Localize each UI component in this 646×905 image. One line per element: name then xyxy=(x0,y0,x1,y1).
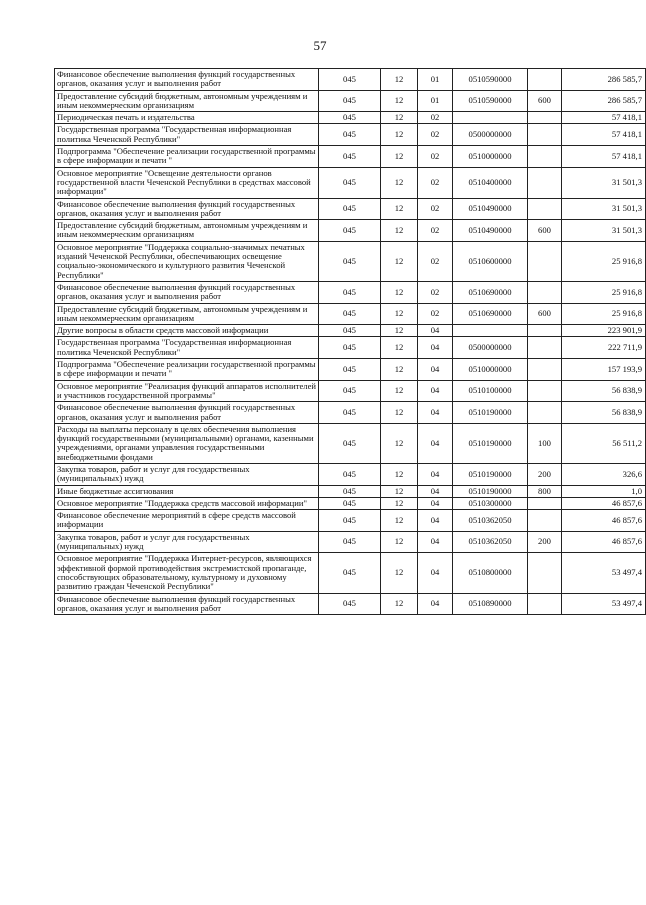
expense-name-cell: Основное мероприятие "Поддержка средств массовой информации" xyxy=(55,497,319,509)
expense-type-cell xyxy=(528,593,562,615)
table-row xyxy=(55,124,646,146)
section-code-cell: 12 xyxy=(381,485,418,497)
subsection-code-cell: 04 xyxy=(418,325,453,337)
amount-cell: 286 585,7 xyxy=(562,90,646,112)
target-article-cell: 0510300000 xyxy=(453,497,528,509)
expense-name-cell: Предоставление субсидий бюджетным, автономным учреждениям и иным некоммерческим организациям xyxy=(55,220,319,242)
subsection-code-cell: 04 xyxy=(418,402,453,424)
subsection-code-cell: 02 xyxy=(418,146,453,168)
amount-cell: 286 585,7 xyxy=(562,69,646,91)
expense-type-cell: 600 xyxy=(528,303,562,325)
subsection-code-cell: 02 xyxy=(418,281,453,303)
target-article-cell: 0510600000 xyxy=(453,241,528,281)
department-code-cell: 045 xyxy=(319,402,381,424)
subsection-code-cell: 04 xyxy=(418,359,453,381)
amount-cell: 25 916,8 xyxy=(562,281,646,303)
expense-type-cell: 600 xyxy=(528,90,562,112)
target-article-cell: 0510690000 xyxy=(453,281,528,303)
table-row xyxy=(55,531,646,553)
expense-type-cell xyxy=(528,112,562,124)
department-code-cell: 045 xyxy=(319,359,381,381)
table-row xyxy=(55,497,646,509)
section-code-cell: 12 xyxy=(381,124,418,146)
target-article-cell: 0510590000 xyxy=(453,69,528,91)
expense-type-cell xyxy=(528,553,562,593)
subsection-code-cell: 04 xyxy=(418,510,453,532)
amount-cell: 25 916,8 xyxy=(562,303,646,325)
expense-type-cell xyxy=(528,281,562,303)
subsection-code-cell: 04 xyxy=(418,553,453,593)
expense-name-cell: Подпрограмма "Обеспечение реализации государственной программы в сфере информации и печати " xyxy=(55,359,319,381)
expense-type-cell xyxy=(528,510,562,532)
department-code-cell: 045 xyxy=(319,220,381,242)
subsection-code-cell: 02 xyxy=(418,167,453,198)
department-code-cell: 045 xyxy=(319,198,381,220)
amount-cell: 31 501,3 xyxy=(562,198,646,220)
amount-cell: 223 901,9 xyxy=(562,325,646,337)
department-code-cell: 045 xyxy=(319,510,381,532)
table-row xyxy=(55,463,646,485)
expense-name-cell: Предоставление субсидий бюджетным, автономным учреждениям и иным некоммерческим организациям xyxy=(55,303,319,325)
subsection-code-cell: 04 xyxy=(418,485,453,497)
expense-name-cell: Предоставление субсидий бюджетным, автономным учреждениям и иным некоммерческим организациям xyxy=(55,90,319,112)
section-code-cell: 12 xyxy=(381,281,418,303)
section-code-cell: 12 xyxy=(381,497,418,509)
table-row xyxy=(55,337,646,359)
department-code-cell: 045 xyxy=(319,146,381,168)
expense-name-cell: Подпрограмма "Обеспечение реализации государственной программы в сфере информации и печати " xyxy=(55,146,319,168)
expense-name-cell: Финансовое обеспечение выполнения функций государственных органов, оказания услуг и выполнения работ xyxy=(55,69,319,91)
section-code-cell: 12 xyxy=(381,510,418,532)
target-article-cell: 0510800000 xyxy=(453,553,528,593)
amount-cell: 56 838,9 xyxy=(562,402,646,424)
expense-type-cell: 800 xyxy=(528,485,562,497)
target-article-cell: 0510690000 xyxy=(453,303,528,325)
expense-type-cell: 600 xyxy=(528,220,562,242)
table-row xyxy=(55,198,646,220)
section-code-cell: 12 xyxy=(381,241,418,281)
amount-cell: 31 501,3 xyxy=(562,220,646,242)
table-row xyxy=(55,90,646,112)
section-code-cell: 12 xyxy=(381,220,418,242)
department-code-cell: 045 xyxy=(319,90,381,112)
expense-name-cell: Закупка товаров, работ и услуг для государственных (муниципальных) нужд xyxy=(55,463,319,485)
expense-name-cell: Государственная программа "Государственная информационная политика Чеченской Республики" xyxy=(55,124,319,146)
department-code-cell: 045 xyxy=(319,497,381,509)
subsection-code-cell: 01 xyxy=(418,69,453,91)
table-row xyxy=(55,593,646,615)
target-article-cell: 0510000000 xyxy=(453,146,528,168)
table-body xyxy=(55,69,646,615)
department-code-cell: 045 xyxy=(319,531,381,553)
amount-cell: 57 418,1 xyxy=(562,146,646,168)
amount-cell: 1,0 xyxy=(562,485,646,497)
table-row xyxy=(55,167,646,198)
target-article-cell: 0510590000 xyxy=(453,90,528,112)
subsection-code-cell: 02 xyxy=(418,124,453,146)
expense-type-cell xyxy=(528,146,562,168)
subsection-code-cell: 04 xyxy=(418,531,453,553)
expense-type-cell: 100 xyxy=(528,423,562,463)
subsection-code-cell: 02 xyxy=(418,241,453,281)
expense-name-cell: Закупка товаров, работ и услуг для государственных (муниципальных) нужд xyxy=(55,531,319,553)
target-article-cell: 0500000000 xyxy=(453,337,528,359)
table-row xyxy=(55,553,646,593)
expense-type-cell xyxy=(528,69,562,91)
target-article-cell: 0510400000 xyxy=(453,167,528,198)
table-row xyxy=(55,241,646,281)
subsection-code-cell: 02 xyxy=(418,198,453,220)
subsection-code-cell: 02 xyxy=(418,303,453,325)
table-row xyxy=(55,146,646,168)
expense-name-cell: Периодическая печать и издательства xyxy=(55,112,319,124)
amount-cell: 46 857,6 xyxy=(562,497,646,509)
expense-type-cell xyxy=(528,497,562,509)
expense-name-cell: Финансовое обеспечение выполнения функций государственных органов, оказания услуг и выполнения работ xyxy=(55,281,319,303)
expense-type-cell xyxy=(528,380,562,402)
expense-type-cell xyxy=(528,359,562,381)
target-article-cell: 0510890000 xyxy=(453,593,528,615)
department-code-cell: 045 xyxy=(319,69,381,91)
expense-name-cell: Финансовое обеспечение выполнения функций государственных органов, оказания услуг и выполнения работ xyxy=(55,402,319,424)
expense-type-cell xyxy=(528,124,562,146)
expense-type-cell xyxy=(528,241,562,281)
amount-cell: 46 857,6 xyxy=(562,531,646,553)
expense-type-cell xyxy=(528,198,562,220)
table-row xyxy=(55,281,646,303)
subsection-code-cell: 04 xyxy=(418,463,453,485)
subsection-code-cell: 02 xyxy=(418,220,453,242)
subsection-code-cell: 04 xyxy=(418,380,453,402)
expense-type-cell xyxy=(528,167,562,198)
expense-name-cell: Финансовое обеспечение выполнения функций государственных органов, оказания услуг и выполнения работ xyxy=(55,198,319,220)
department-code-cell: 045 xyxy=(319,281,381,303)
target-article-cell: 0510490000 xyxy=(453,198,528,220)
department-code-cell: 045 xyxy=(319,325,381,337)
expense-type-cell: 200 xyxy=(528,463,562,485)
target-article-cell: 0510190000 xyxy=(453,402,528,424)
table-row xyxy=(55,69,646,91)
expense-name-cell: Основное мероприятие "Реализация функций аппаратов исполнителей и участников государственной программы" xyxy=(55,380,319,402)
department-code-cell: 045 xyxy=(319,241,381,281)
target-article-cell: 0510190000 xyxy=(453,463,528,485)
table-row xyxy=(55,220,646,242)
amount-cell: 31 501,3 xyxy=(562,167,646,198)
expense-name-cell: Основное мероприятие "Поддержка социально-значимых печатных изданий Чеченской Республики, обеспечивающих освещение социально-экономического и культурного развития Чеченской Республики" xyxy=(55,241,319,281)
department-code-cell: 045 xyxy=(319,167,381,198)
expense-name-cell: Финансовое обеспечение мероприятий в сфере средств массовой информации xyxy=(55,510,319,532)
section-code-cell: 12 xyxy=(381,69,418,91)
target-article-cell: 0510490000 xyxy=(453,220,528,242)
department-code-cell: 045 xyxy=(319,303,381,325)
target-article-cell: 0510100000 xyxy=(453,380,528,402)
section-code-cell: 12 xyxy=(381,463,418,485)
target-article-cell: 0510190000 xyxy=(453,423,528,463)
page-number: 57 xyxy=(313,38,327,53)
section-code-cell: 12 xyxy=(381,402,418,424)
amount-cell: 53 497,4 xyxy=(562,593,646,615)
section-code-cell: 12 xyxy=(381,198,418,220)
department-code-cell: 045 xyxy=(319,553,381,593)
section-code-cell: 12 xyxy=(381,146,418,168)
table-row xyxy=(55,485,646,497)
subsection-code-cell: 01 xyxy=(418,90,453,112)
section-code-cell: 12 xyxy=(381,337,418,359)
expense-type-cell xyxy=(528,402,562,424)
table-row xyxy=(55,303,646,325)
department-code-cell: 045 xyxy=(319,423,381,463)
expense-type-cell xyxy=(528,325,562,337)
expense-name-cell: Расходы на выплаты персоналу в целях обеспечения выполнения функций государственными (муниципальными) органами, казенными учреждениями, органами управления государственными внебюджетными фондами xyxy=(55,423,319,463)
table-row xyxy=(55,325,646,337)
subsection-code-cell: 02 xyxy=(418,112,453,124)
section-code-cell: 12 xyxy=(381,380,418,402)
expense-type-cell xyxy=(528,337,562,359)
target-article-cell xyxy=(453,112,528,124)
target-article-cell: 0510362050 xyxy=(453,531,528,553)
amount-cell: 56 511,2 xyxy=(562,423,646,463)
expense-type-cell: 200 xyxy=(528,531,562,553)
department-code-cell: 045 xyxy=(319,112,381,124)
subsection-code-cell: 04 xyxy=(418,593,453,615)
department-code-cell: 045 xyxy=(319,380,381,402)
subsection-code-cell: 04 xyxy=(418,497,453,509)
amount-cell: 326,6 xyxy=(562,463,646,485)
section-code-cell: 12 xyxy=(381,423,418,463)
department-code-cell: 045 xyxy=(319,463,381,485)
table-row xyxy=(55,380,646,402)
section-code-cell: 12 xyxy=(381,90,418,112)
expense-name-cell: Основное мероприятие "Освещение деятельности органов государственной власти Чеченской Республики в средствах массовой информации" xyxy=(55,167,319,198)
department-code-cell: 045 xyxy=(319,485,381,497)
target-article-cell: 0510190000 xyxy=(453,485,528,497)
amount-cell: 25 916,8 xyxy=(562,241,646,281)
table-row xyxy=(55,112,646,124)
department-code-cell: 045 xyxy=(319,124,381,146)
table-row xyxy=(55,510,646,532)
expense-name-cell: Иные бюджетные ассигнования xyxy=(55,485,319,497)
subsection-code-cell: 04 xyxy=(418,337,453,359)
table-row xyxy=(55,423,646,463)
section-code-cell: 12 xyxy=(381,167,418,198)
subsection-code-cell: 04 xyxy=(418,423,453,463)
amount-cell: 53 497,4 xyxy=(562,553,646,593)
amount-cell: 46 857,6 xyxy=(562,510,646,532)
department-code-cell: 045 xyxy=(319,593,381,615)
expense-name-cell: Другие вопросы в области средств массовой информации xyxy=(55,325,319,337)
target-article-cell: 0510000000 xyxy=(453,359,528,381)
section-code-cell: 12 xyxy=(381,303,418,325)
section-code-cell: 12 xyxy=(381,531,418,553)
department-code-cell: 045 xyxy=(319,337,381,359)
expense-name-cell: Основное мероприятие "Поддержка Интернет-ресурсов, являющихся эффективной формой противодействия экстремистской пропаганде, способствующих образовательному, культурному и духовному развитию граждан Чеченской Республики" xyxy=(55,553,319,593)
section-code-cell: 12 xyxy=(381,359,418,381)
expense-name-cell: Государственная программа "Государственная информационная политика Чеченской Республики" xyxy=(55,337,319,359)
amount-cell: 56 838,9 xyxy=(562,380,646,402)
section-code-cell: 12 xyxy=(381,593,418,615)
expense-name-cell: Финансовое обеспечение выполнения функций государственных органов, оказания услуг и выполнения работ xyxy=(55,593,319,615)
amount-cell: 222 711,9 xyxy=(562,337,646,359)
amount-cell: 57 418,1 xyxy=(562,112,646,124)
section-code-cell: 12 xyxy=(381,325,418,337)
target-article-cell: 0500000000 xyxy=(453,124,528,146)
budget-table xyxy=(54,68,646,615)
section-code-cell: 12 xyxy=(381,553,418,593)
table-row xyxy=(55,359,646,381)
target-article-cell xyxy=(453,325,528,337)
amount-cell: 157 193,9 xyxy=(562,359,646,381)
table-row xyxy=(55,402,646,424)
target-article-cell: 0510362050 xyxy=(453,510,528,532)
section-code-cell: 12 xyxy=(381,112,418,124)
amount-cell: 57 418,1 xyxy=(562,124,646,146)
